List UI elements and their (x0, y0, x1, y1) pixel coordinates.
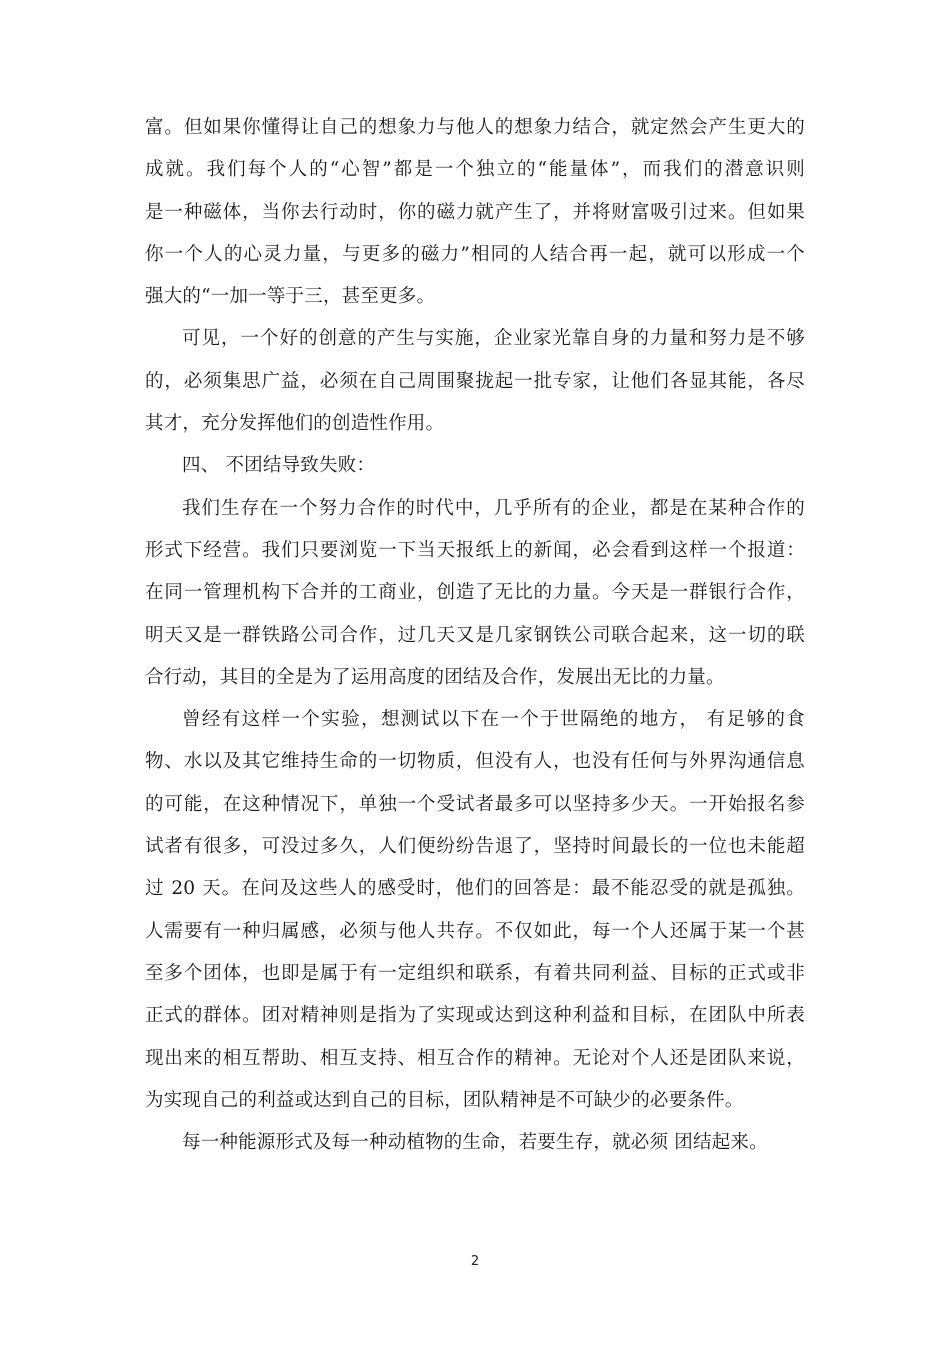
text-line: 富。但如果你懂得让自己的想象力与他人的想象力结合，就定然会产生更大的 (145, 117, 805, 138)
text-line: 的，必须集思广益，必须在自己周围聚拢起一批专家，让他们各显其能，各尽 (145, 370, 805, 392)
text-line: 成就。我们每个人的“心智”都是一个独立的“能量体”，而我们的潜意识则 (145, 159, 805, 181)
text-line: 过 20 天。在问及这些人的感受时，他们的回答是：最不能忍受的就是孤独。 (145, 878, 805, 900)
text-line: 至多个团体，也即是属于有一定组织和联系，有着共同利益、目标的正式或非 (145, 962, 805, 984)
body-text (145, 107, 805, 1164)
text-line: 现出来的相互帮助、相互支持、相互合作的精神。无论对个人还是团队来说， (145, 1047, 805, 1069)
text-line: 人需要有一种归属感，必须与他人共存。不仅如此，每一个人还属于某一个甚 (145, 920, 805, 942)
text-line: 形式下经营。我们只要浏览一下当天报纸上的新闻，必会看到这样一个报道： (145, 539, 805, 561)
page-number: 2 (470, 1254, 480, 1269)
paragraph-start-line: 可见，一个好的创意的产生与实施，企业家光靠自身的力量和努力是不够 (182, 328, 805, 350)
text-line: 其才，充分发挥他们的创造性作用。 (145, 413, 445, 435)
text-line: 物、水以及其它维持生命的一切物质，但没有人，也没有任何与外界沟通信息 (145, 751, 805, 773)
text-line: 你一个人的心灵力量，与更多的磁力”相同的人结合再一起，就可以形成一个 (145, 243, 805, 265)
text-line: 正式的群体。团对精神则是指为了实现或达到这种利益和目标，在团队中所表 (145, 1005, 805, 1027)
text-line: 试者有很多，可没过多久，人们便纷纷告退了，坚持时间最长的一位也未能超 (145, 836, 805, 858)
text-line: 强大的“一加一等于三，甚至更多。 (145, 286, 436, 308)
text-line: 是一种磁体，当你去行动时，你的磁力就产生了，并将财富吸引过来。但如果 (145, 201, 805, 223)
text-line: 的可能，在这种情况下，单独一个受试者最多可以坚持多少天。一开始报名参 (145, 793, 805, 815)
paragraph-start-line: 曾经有这样一个实验，想测试以下在一个于世隔绝的地方， 有足够的食 (182, 709, 805, 731)
paragraph-start-line: 每一种能源形式及每一种动植物的生命，若要生存，就必须 团结起来。 (182, 1132, 768, 1154)
text-line: 在同一管理机构下合并的工商业，创造了无比的力量。今天是一群银行合作， (145, 582, 805, 604)
text-line: 合行动，其目的全是为了运用高度的团结及合作，发展出无比的力量。 (145, 666, 725, 688)
section-heading: 四、 不团结导致失败： (182, 455, 376, 477)
paragraph-start-line: 我们生存在一个努力合作的时代中，几乎所有的企业，都是在某种合作的 (182, 497, 805, 519)
text-line: 明天又是一群铁路公司合作，过几天又是几家钢铁公司联合起来，这一切的联 (145, 624, 805, 646)
text-line: 为实现自己的利益或达到自己的目标，团队精神是不可缺少的必要条件。 (145, 1089, 744, 1111)
